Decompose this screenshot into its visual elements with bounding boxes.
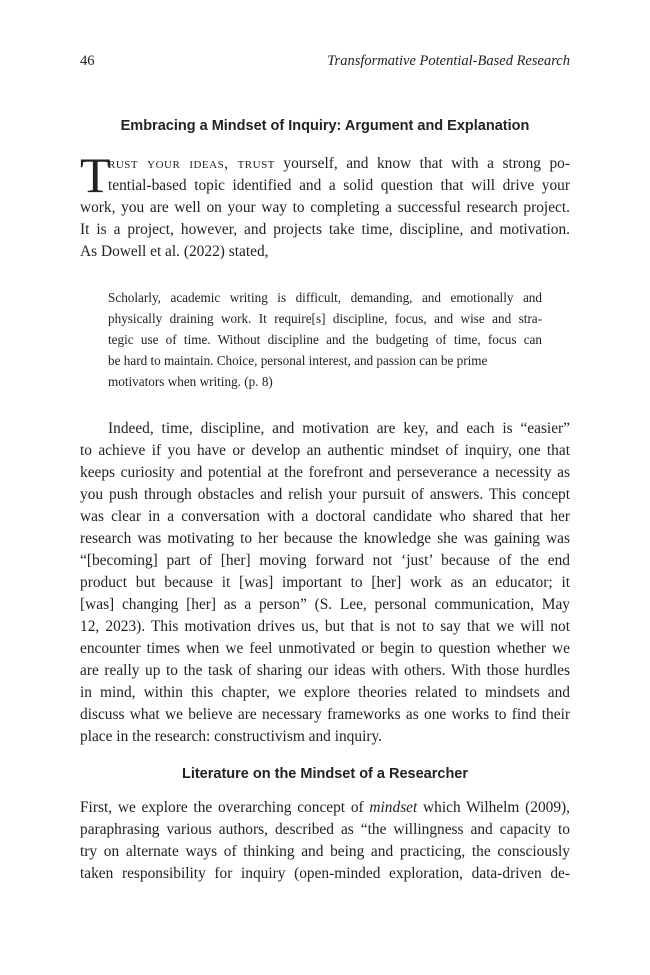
body-line: First, we explore the overarching concept of mindset which Wilhelm (2009),: [80, 799, 570, 816]
section-heading-mindset-of-inquiry: Embracing a Mindset of Inquiry: Argument and Explanation: [120, 118, 530, 134]
body-line: [was] changing [her] as a person” (S. Lee, personal communication, May: [80, 596, 570, 613]
quote-line: tegic use of time. Without discipline and the budgeting of time, focus can: [108, 332, 542, 347]
body-line: in mind, within this chapter, we explore theories related to mindsets and: [80, 684, 570, 701]
body-line: place in the research: constructivism and inquiry.: [80, 728, 383, 745]
body-line: discuss what we believe are necessary frameworks as one works to find their: [80, 706, 570, 723]
body-line: “[becoming] part of [her] moving forward not ‘just’ because of the end: [80, 552, 570, 569]
quote-line: physically draining work. It require[s] discipline, focus, and wise and stra-: [108, 311, 542, 326]
body-line: paraphrasing various authors, described as “the willingness and capacity to: [80, 821, 570, 838]
body-line: you push through obstacles and relish your pursuit of answers. This concept: [80, 486, 570, 503]
body-line: 12, 2023). This motivation drives us, but that is not to say that we will not: [80, 618, 570, 635]
body-line: research was motivating to her because the knowledge she was gaining was: [80, 530, 570, 547]
quote-line: motivators when writing. (p. 8): [108, 374, 273, 389]
body-line: product but because it [was] important to [her] work as an educator; it: [80, 574, 570, 591]
body-line: Indeed, time, discipline, and motivation are key, and each is “easier”: [108, 420, 570, 437]
body-line: tential-based topic identified and a solid question that will drive your: [108, 177, 570, 194]
body-line: encounter times when we feel unmotivated or begin to question whether we: [80, 640, 570, 657]
page-number: 46: [80, 53, 95, 69]
quote-line: be hard to maintain. Choice, personal interest, and passion can be prime: [108, 353, 488, 368]
body-line: are really up to the task of sharing our ideas with others. With those hurdles: [80, 662, 570, 679]
small-caps-lead: rust your ideas, trust: [108, 155, 275, 172]
italic-term-mindset: mindset: [369, 799, 418, 816]
quote-line: Scholarly, academic writing is difficult, demanding, and emotionally and: [108, 290, 542, 305]
body-line: As Dowell et al. (2022) stated,: [80, 243, 269, 260]
drop-cap: T: [80, 147, 111, 203]
section-heading-literature: Literature on the Mindset of a Researcher: [181, 766, 469, 782]
body-line: rust your ideas, trust yourself, and know that with a strong po-: [108, 155, 570, 172]
body-line: try on alternate ways of thinking and being and practicing, the consciously: [80, 843, 570, 860]
running-header: [80, 53, 570, 73]
running-head: Transformative Potential-Based Research: [327, 53, 570, 69]
body-line: work, you are well on your way to completing a successful research project.: [80, 199, 570, 216]
body-line: keeps curiosity and potential at the forefront and perseverance a necessity as: [80, 464, 570, 481]
body-line: taken responsibility for inquiry (open-minded exploration, data-driven de-: [80, 865, 570, 882]
body-line: to achieve if you have or develop an authentic mindset of inquiry, one that: [80, 442, 570, 459]
body-line: was clear in a conversation with a doctoral candidate who shared that her: [80, 508, 570, 525]
body-line: It is a project, however, and projects take time, discipline, and motivation.: [80, 221, 570, 238]
